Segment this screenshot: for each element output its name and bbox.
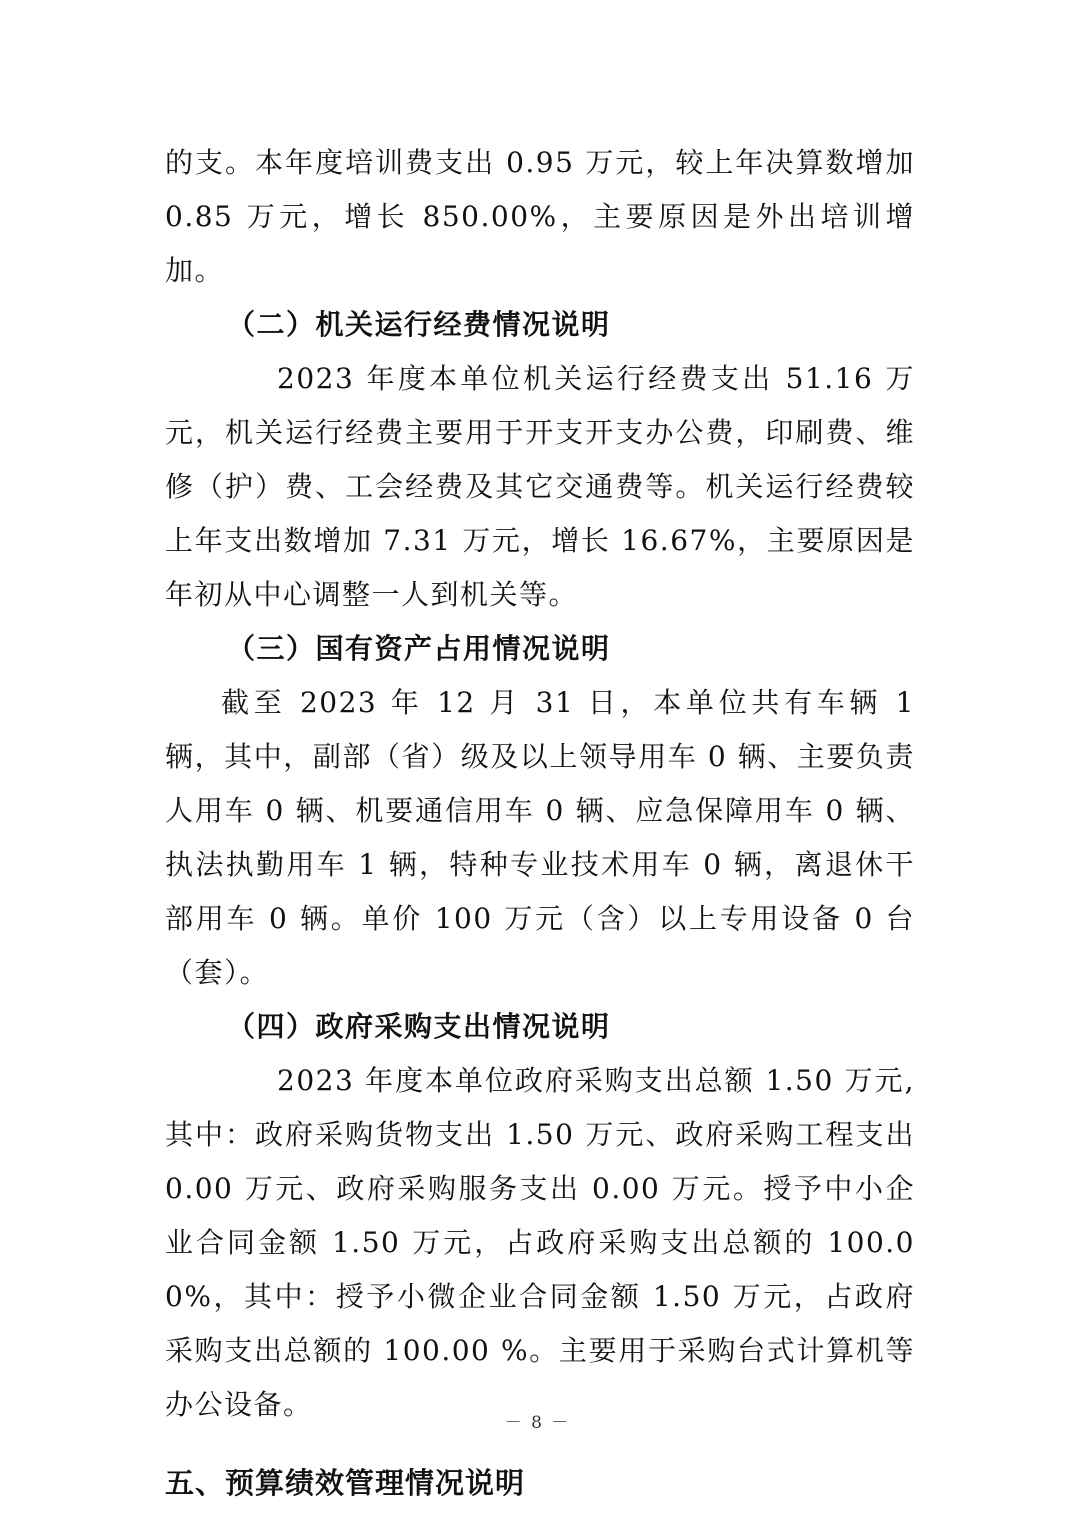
paragraph-state-assets: 截至 2023 年 12 月 31 日，本单位共有车辆 1 辆，其中，副部（省）级及以上领导用车 0 辆、主要负责人用车 0 辆、机要通信用车 0 辆、应急保障用车 0 辆、执法执勤用车 1 辆，特种专业技术用车 0 辆，离退休干部用车 0 辆。单价 100 万元（含）以上专用设备 0 台（套）。 bbox=[165, 686, 915, 989]
paragraph-training-expense: 的支。本年度培训费支出 0.95 万元，较上年决算数增加 0.85 万元，增长 850.00%，主要原因是外出培训增加。 bbox=[165, 146, 915, 287]
heading-state-assets: （三）国有资产占用情况说明 bbox=[227, 632, 611, 665]
heading-budget-performance: 五、预算绩效管理情况说明 bbox=[165, 1466, 526, 1500]
page-number: － 8 － bbox=[504, 1413, 571, 1433]
page-content bbox=[165, 136, 915, 1510]
heading-government-procurement: （四）政府采购支出情况说明 bbox=[227, 1010, 611, 1043]
paragraph-government-procurement: 2023 年度本单位政府采购支出总额 1.50 万元,其中：政府采购货物支出 1.50 万元、政府采购工程支出 0.00 万元、政府采购服务支出 0.00 万元。授予中小企业合同金额 1.50 万元，占政府采购支出总额的 100.00%，其中：授予小微企业合同金额 1.50 万元，占政府采购支出总额的 100.00 %。主要用于采购台式计算机等办公设备。 bbox=[165, 1064, 915, 1421]
paragraph-operating-expenses: 2023 年度本单位机关运行经费支出 51.16 万元，机关运行经费主要用于开支开支办公费，印刷费、维修（护）费、工会经费及其它交通费等。机关运行经费较上年支出数增加 7.31 万元，增长 16.67%，主要原因是年初从中心调整一人到机关等。 bbox=[165, 362, 915, 611]
heading-operating-expenses: （二）机关运行经费情况说明 bbox=[227, 308, 611, 341]
